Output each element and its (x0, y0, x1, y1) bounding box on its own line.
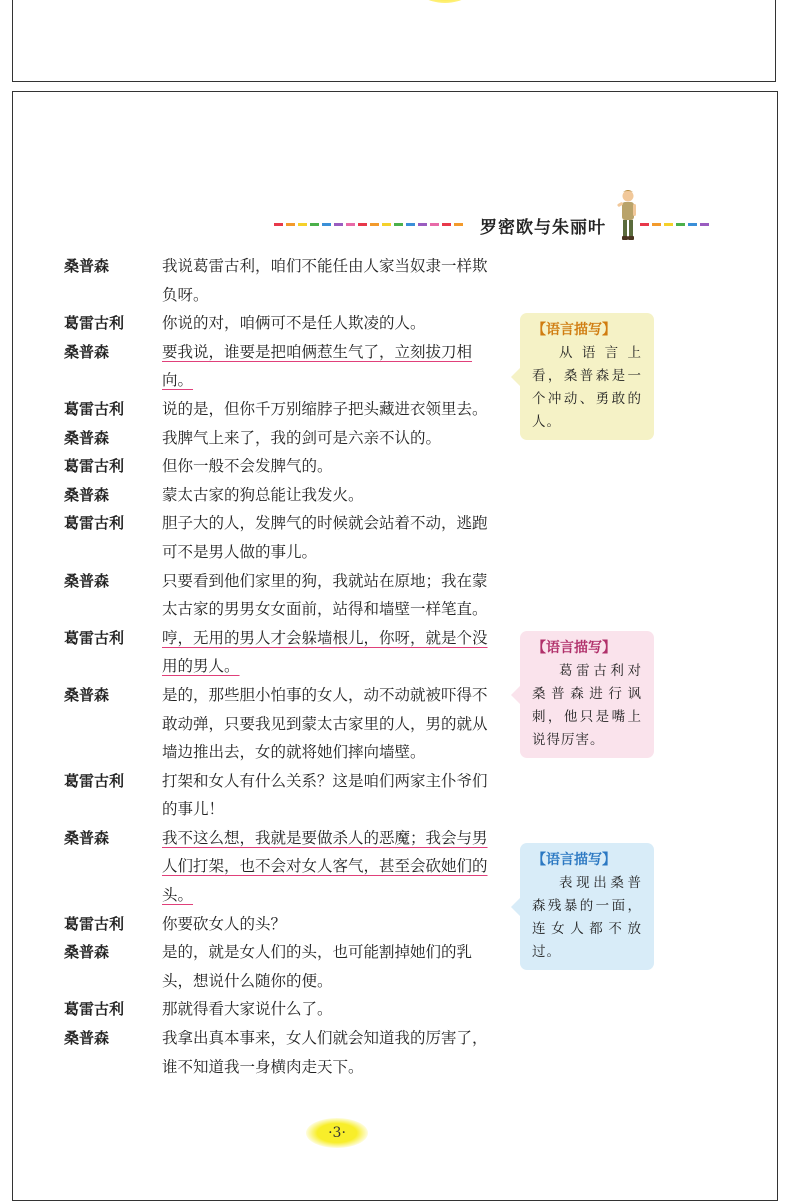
dash-segment (418, 223, 427, 226)
speaker-name: 葛雷古利 (64, 914, 125, 933)
colored-dash-rule-right (640, 223, 720, 227)
line-text (162, 824, 500, 910)
line-text-content: 蒙太古家的狗总能让我发火。 (162, 485, 364, 504)
script-dialogue (64, 252, 504, 1081)
line-text-content: 我脾气上来了，我的剑可是六亲不认的。 (162, 428, 442, 447)
line-text-content: 说的是，但你千万别缩脖子把头藏进衣领里去。 (162, 399, 488, 418)
line-text (162, 995, 500, 1024)
line-text-content: 但你一般不会发脾气的。 (162, 457, 333, 476)
line-text-content: 胆子大的人，发脾气的时候就会站着不动，逃跑可不是男人做的事儿。 (162, 514, 488, 561)
note-title: 【语言描写】 (532, 852, 616, 868)
line-text-content: 你要砍女人的头？ (162, 914, 287, 933)
dash-segment (286, 223, 295, 226)
colored-dash-rule-left (274, 223, 470, 227)
speaker-name: 桑普森 (64, 685, 110, 704)
line-text-content: 是的，那些胆小怕事的女人，动不动就被吓得不敢动弹，只要我见到蒙太古家里的人，男的就从墙边推出去，女的就将她们摔向墙壁。 (162, 685, 488, 762)
dash-segment (688, 223, 697, 226)
dash-segment (454, 223, 463, 226)
previous-page-panel (12, 0, 776, 82)
line-text (162, 938, 500, 995)
note-title: 【语言描写】 (532, 640, 616, 656)
line-text-content: 我说葛雷古利，咱们不能任由人家当奴隶一样欺负呀。 (162, 257, 488, 304)
dialogue-line (64, 452, 504, 481)
line-text (162, 910, 500, 939)
note-title: 【语言描写】 (532, 322, 616, 338)
line-text (162, 252, 500, 309)
dash-segment (370, 223, 379, 226)
dash-segment (274, 223, 283, 226)
dialogue-line (64, 481, 504, 510)
page-number-badge (306, 1118, 368, 1148)
speaker-name: 桑普森 (64, 485, 110, 504)
line-text (162, 481, 500, 510)
dialogue-line (64, 910, 504, 939)
dialogue-line (64, 767, 504, 824)
book-title: 罗密欧与朱丽叶 (480, 218, 606, 238)
line-text-content: 你说的对，咱俩可不是任人欺凌的人。 (162, 314, 426, 333)
line-text (162, 567, 500, 624)
line-text-content: 打架和女人有什么关系？这是咱们两家主仆爷们的事儿！ (162, 771, 488, 819)
speaker-name: 葛雷古利 (64, 1000, 125, 1019)
dash-segment (442, 223, 451, 226)
dialogue-line (64, 338, 504, 395)
dash-segment (322, 223, 331, 226)
note-body: 从语言上看，桑普森是一个冲动、勇敢的人。 (532, 345, 642, 430)
speaker-name: 葛雷古利 (64, 771, 125, 790)
speaker-name: 桑普森 (64, 342, 110, 361)
dash-segment (358, 223, 367, 226)
dash-segment (310, 223, 319, 226)
note-body: 表现出桑普森残暴的一面，连女人都不放过。 (532, 875, 642, 960)
line-text-content: 我不这么想，我就是要做杀人的恶魔；我会与男人们打架，也不会对女人客气，甚至会砍她们的头。 (162, 828, 488, 905)
dash-segment (652, 223, 661, 226)
speaker-name: 葛雷古利 (64, 457, 125, 476)
line-text (162, 309, 500, 338)
speaker-name: 桑普森 (64, 571, 110, 590)
line-text (162, 509, 500, 566)
dash-segment (700, 223, 709, 226)
line-text-content: 哼，无用的男人才会躲墙根儿，你呀，就是个没用的男人。 (162, 628, 488, 676)
speaker-name: 桑普森 (64, 257, 110, 275)
line-text-content: 只要看到他们家里的狗，我就站在原地；我在蒙太古家的男男女女面前，站得和墙壁一样笔直。 (162, 571, 488, 619)
page-header (274, 188, 720, 258)
speaker-name: 桑普森 (64, 428, 110, 447)
dialogue-line (64, 824, 504, 910)
line-text (162, 395, 500, 424)
page-number: ·3· (328, 1125, 346, 1141)
line-text-content: 那就得看大家说什么了。 (162, 1000, 333, 1019)
dialogue-line (64, 938, 504, 995)
speaker-name: 桑普森 (64, 828, 110, 847)
dialogue-line (64, 1024, 504, 1081)
annotation-note-2 (520, 631, 654, 758)
line-text-content: 我拿出真本事来，女人们就会知道我的厉害了，谁不知道我一身横肉走天下。 (162, 1029, 488, 1076)
line-text (162, 767, 500, 824)
line-text-content: 要我说，谁要是把咱俩惹生气了，立刻拔刀相向。 (162, 342, 473, 390)
dash-segment (394, 223, 403, 226)
line-text (162, 338, 500, 395)
dialogue-line (64, 624, 504, 681)
dialogue-line (64, 567, 504, 624)
speaker-name: 葛雷古利 (64, 314, 125, 333)
speaker-name: 葛雷古利 (64, 514, 125, 533)
character-figure-icon (614, 188, 642, 246)
dash-segment (346, 223, 355, 226)
line-text (162, 1024, 500, 1081)
dash-segment (406, 223, 415, 226)
dialogue-line (64, 424, 504, 453)
dialogue-line (64, 309, 504, 338)
dialogue-line (64, 681, 504, 767)
line-text (162, 424, 500, 453)
speaker-name: 葛雷古利 (64, 399, 125, 418)
annotation-note-3 (520, 843, 654, 970)
line-text-content: 是的，就是女人们的头，也可能割掉她们的乳头，想说什么随你的便。 (162, 943, 473, 990)
speaker-name: 葛雷古利 (64, 628, 125, 647)
speaker-name: 桑普森 (64, 1029, 110, 1048)
dialogue-line (64, 509, 504, 566)
dash-segment (640, 223, 649, 226)
line-text (162, 624, 500, 681)
dash-segment (298, 223, 307, 226)
line-text (162, 681, 500, 767)
dash-segment (664, 223, 673, 226)
line-text (162, 452, 500, 481)
note-body: 葛雷古利对桑普森进行讽刺，他只是嘴上说得厉害。 (532, 663, 642, 748)
dialogue-line (64, 395, 504, 424)
annotation-note-1 (520, 313, 654, 440)
dash-segment (334, 223, 343, 226)
dialogue-line (64, 995, 504, 1024)
dash-segment (676, 223, 685, 226)
dialogue-line (64, 252, 504, 309)
decorative-sun (411, 0, 479, 3)
speaker-name: 桑普森 (64, 943, 110, 962)
dash-segment (430, 223, 439, 226)
dash-segment (382, 223, 391, 226)
